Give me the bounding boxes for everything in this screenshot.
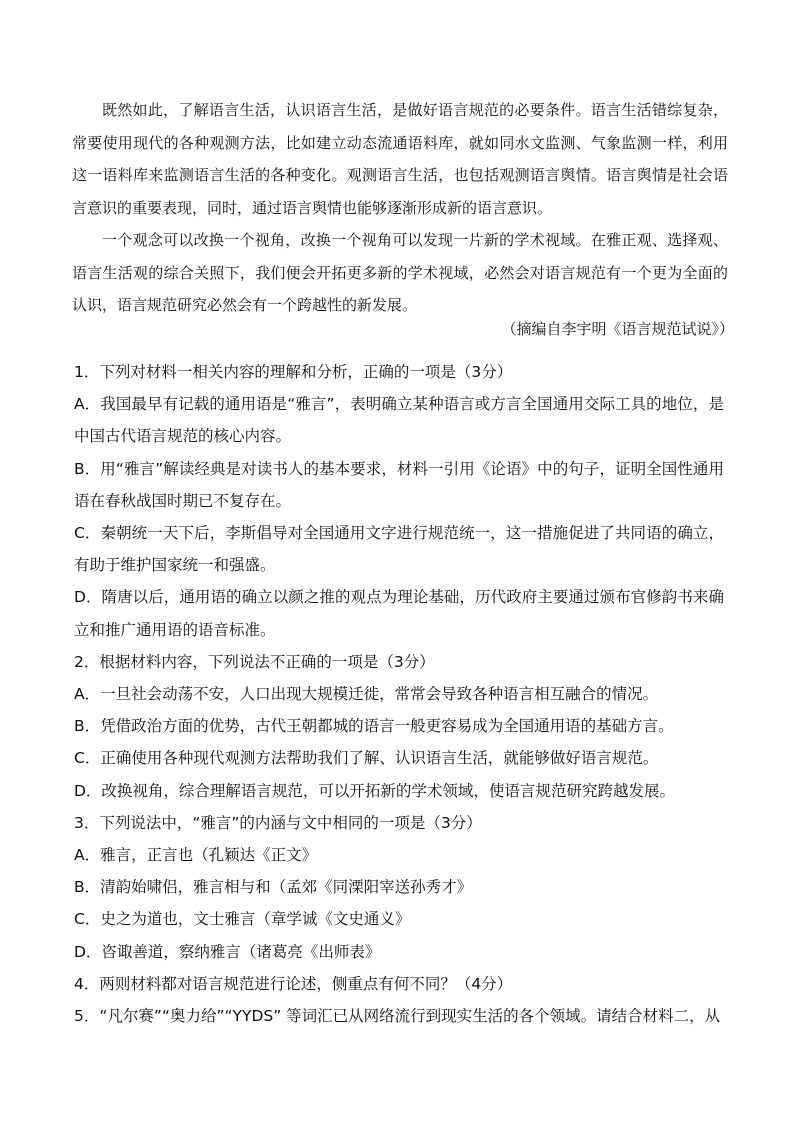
question-3-option-b: B．清韵始啸侣，雅言相与和（孟郊《同溧阳宰送孙秀才》	[74, 878, 473, 897]
passage-paragraph: 一个观念可以改换一个视角，改换一个视角可以发现一片新的学术视域。在雅正观、选择观、语言生活观的综合关照下，我们便会开拓更多新的学术视域，必然会对语言规范有一个更为全面的认识，语言规范研究必然会有一个跨越性的新发展。	[72, 231, 728, 314]
question-1-option-a: A．我国最早有记载的通用语是“雅言”，表明确立某种语言或方言全国通用交际工具的地位，是中国古代语言规范的核心内容。	[74, 395, 724, 446]
question-2-stem: 2．根据材料内容，下列说法不正确的一项是（3分）	[74, 652, 435, 671]
question-3-option-c: C．史之为道也，文士雅言（章学诚《文史通义》	[74, 910, 411, 929]
questions-section	[74, 324, 724, 1032]
passage-paragraph: 既然如此，了解语言生活，认识语言生活，是做好语言规范的必要条件。语言生活错综复杂，常要使用现代的各种观测方法，比如建立动态流通语料库，就如同水文监测、气象监测一样，利用这一语料库来监测语言生活的各种变化。观测语言生活，也包括观测语言舆情。语言舆情是社会语言意识的重要表现，同时，通过语言舆情也能够逐渐形成新的语言意识。	[72, 101, 728, 217]
question-1-stem: 1．下列对材料一相关内容的理解和分析，正确的一项是（3分）	[74, 363, 513, 381]
question-2-option-a: A．一旦社会动荡不安，人口出现大规模迁徙，常常会导致各种语言相互融合的情况。	[74, 685, 659, 704]
passage-source: （摘编自李宇明《语言规范试说》）	[501, 320, 734, 338]
question-3-stem: 3．下列说法中，“雅言”的内涵与文中相同的一项是（3分）	[74, 813, 482, 832]
reading-passage	[72, 94, 728, 322]
question-5-stem: 5．“凡尔赛”“奥力给”“YYDS” 等词汇已从网络流行到现实生活的各个领域。请结合材料二，从	[74, 1007, 721, 1026]
question-2-option-d: D．改换视角，综合理解语言规范，可以开拓新的学术领域，使语言规范研究跨越发展。	[74, 781, 675, 800]
question-1-option-c: C．秦朝统一天下后，李斯倡导对全国通用文字进行规范统一，这一措施促进了共同语的确立，有助于维护国家统一和强盛。	[74, 524, 724, 575]
question-2-option-b: B．凭借政治方面的优势，古代王朝都城的语言一般更容易成为全国通用语的基础方言。	[74, 717, 674, 736]
question-4-stem: 4．两则材料都对语言规范进行论述，侧重点有何不同？（4分）	[74, 974, 513, 993]
question-2-option-c: C．正确使用各种现代观测方法帮助我们了解、认识语言生活，就能够做好语言规范。	[74, 749, 659, 768]
question-1-option-b: B．用“雅言”解读经典是对读书人的基本要求，材料一引用《论语》中的句子，证明全国性通用语在春秋战国时期已不复存在。	[74, 459, 724, 510]
question-3-option-a: A．雅言，正言也（孔颖达《正文》	[74, 846, 318, 865]
question-1-option-d: D．隋唐以后，通用语的确立以颜之推的观点为理论基础，历代政府主要通过颁布官修韵书来确立和推广通用语的语音标准。	[74, 588, 724, 639]
question-3-option-d: D．咨诹善道，察纳雅言（诸葛亮《出师表》	[74, 942, 381, 961]
